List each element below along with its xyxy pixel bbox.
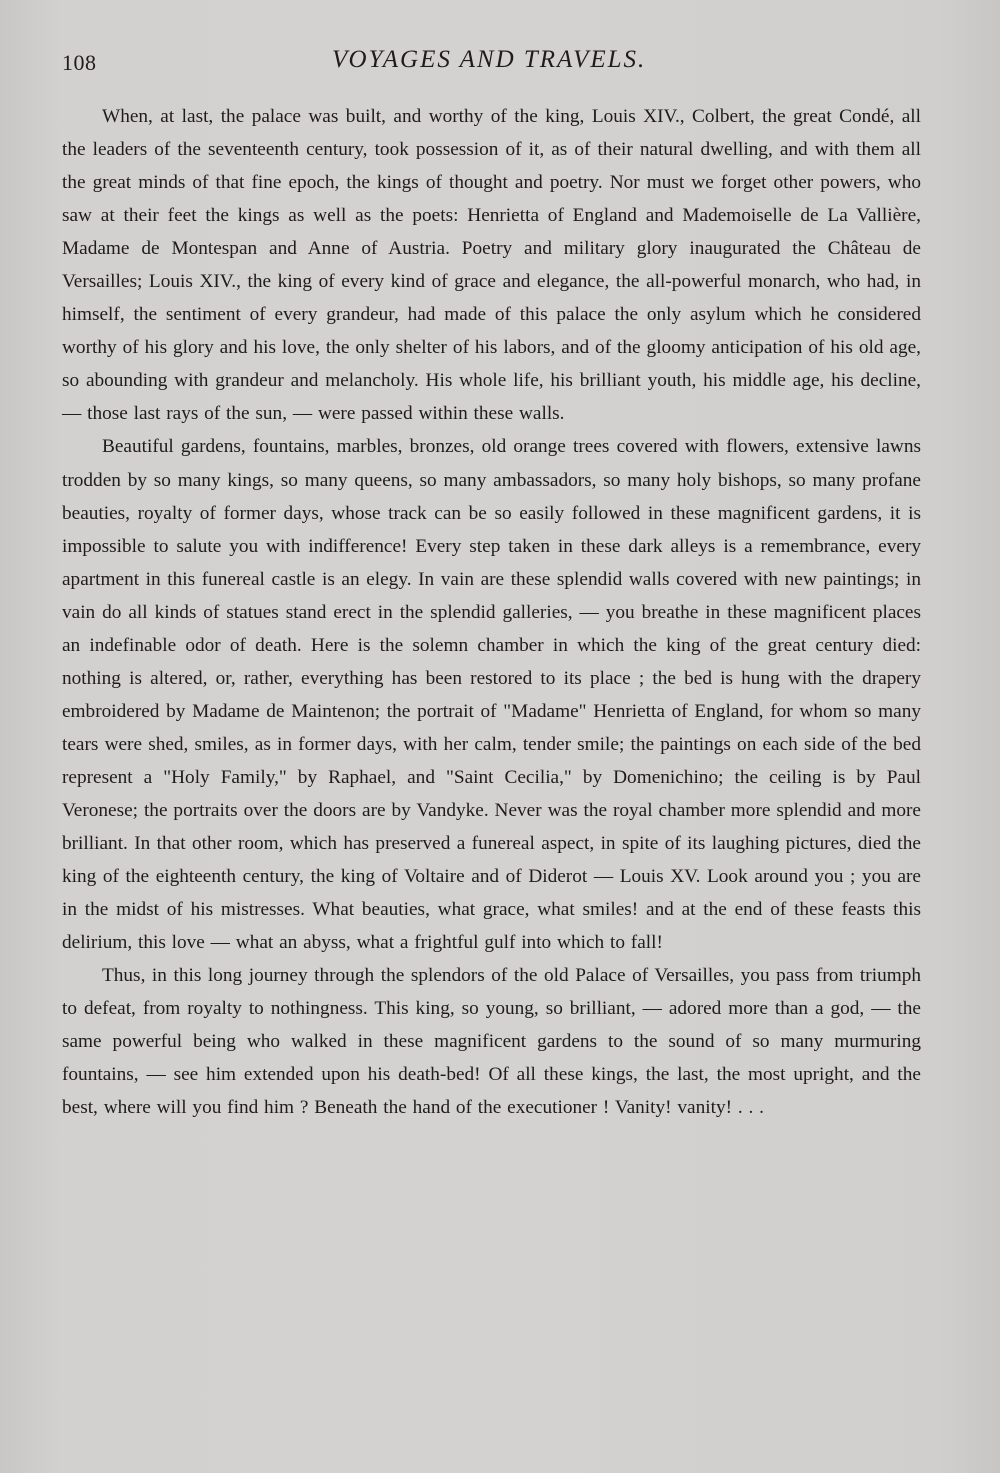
page-number: 108 [62, 50, 97, 75]
paragraph-2: Beautiful gardens, fountains, marbles, bronzes, old orange trees covered with flowers, extensive lawns trodden by so many kings, so many queens, so many ambassadors, so many holy bishops, so many profane beauties, royalty of former days, whose track can be so easily followed in these magnificent gardens, it is impossible to salute you with indifference! Every step taken in these dark alleys is a remembrance, every apartment in this funereal castle is an elegy. In vain are these splendid walls covered with new paintings; in vain do all kinds of statues stand erect in the splendid galleries, — you breathe in these magnificent places an indefinable odor of death. Here is the solemn chamber in which the king of the great century died: nothing is altered, or, rather, everything has been restored to its place ; the bed is hung with the drapery embroidered by Madame de Maintenon; the portrait of "Madame" Henrietta of England, for whom so many tears were shed, smiles, as in former days, with her calm, tender smile; the paintings on each side of the bed represent a "Holy Family," by Raphael, and "Saint Cecilia," by Domenichino; the ceiling is by Paul Veronese; the portraits over the doors are by Vandyke. Never was the royal chamber more splendid and more brilliant. In that other room, which has preserved a funereal aspect, in spite of its laughing pictures, died the king of the eighteenth century, the king of Voltaire and of Diderot — Louis XV. Look around you ; you are in the midst of his mistresses. What beauties, what grace, what smiles! and at the end of these feasts this delirium, this love — what an abyss, what a frightful gulf into which to fall! [62, 436, 921, 954]
page-body [62, 100, 921, 1124]
paragraph-3: Thus, in this long journey through the splendors of the old Palace of Versailles, you pass from triumph to defeat, from royalty to nothingness. This king, so young, so brilliant, — adored more than a god, — the same powerful being who walked in these magnificent gardens to the sound of so many murmuring fountains, — see him extended upon his death-bed! Of all these kings, the last, the most upright, and the best, where will you find him ? Beneath the hand of the executioner ! Vanity! vanity! . . . [62, 965, 921, 1119]
running-title: VOYAGES AND TRAVELS. [332, 46, 647, 73]
paragraph-1: When, at last, the palace was built, and worthy of the king, Louis XIV., Colbert, the great Condé, all the leaders of the seventeenth century, took possession of it, as of their natural dwelling, and with them all the great minds of that fine epoch, the kings of thought and poetry. Nor must we forget other powers, who saw at their feet the kings as well as the poets: Henrietta of England and Mademoiselle de La Vallière, Madame de Montespan and Anne of Austria. Poetry and military glory inaugurated the Château de Versailles; Louis XIV., the king of every kind of grace and elegance, the all-powerful monarch, who had, in himself, the sentiment of every grandeur, had made of this palace the only asylum which he considered worthy of his glory and his love, the only shelter of his labors, and of the gloomy anticipation of his old age, so abounding with grandeur and melancholy. His whole life, his brilliant youth, his middle age, his decline, — those last rays of the sun, — were passed within these walls. [62, 106, 921, 425]
page-header [62, 46, 920, 80]
